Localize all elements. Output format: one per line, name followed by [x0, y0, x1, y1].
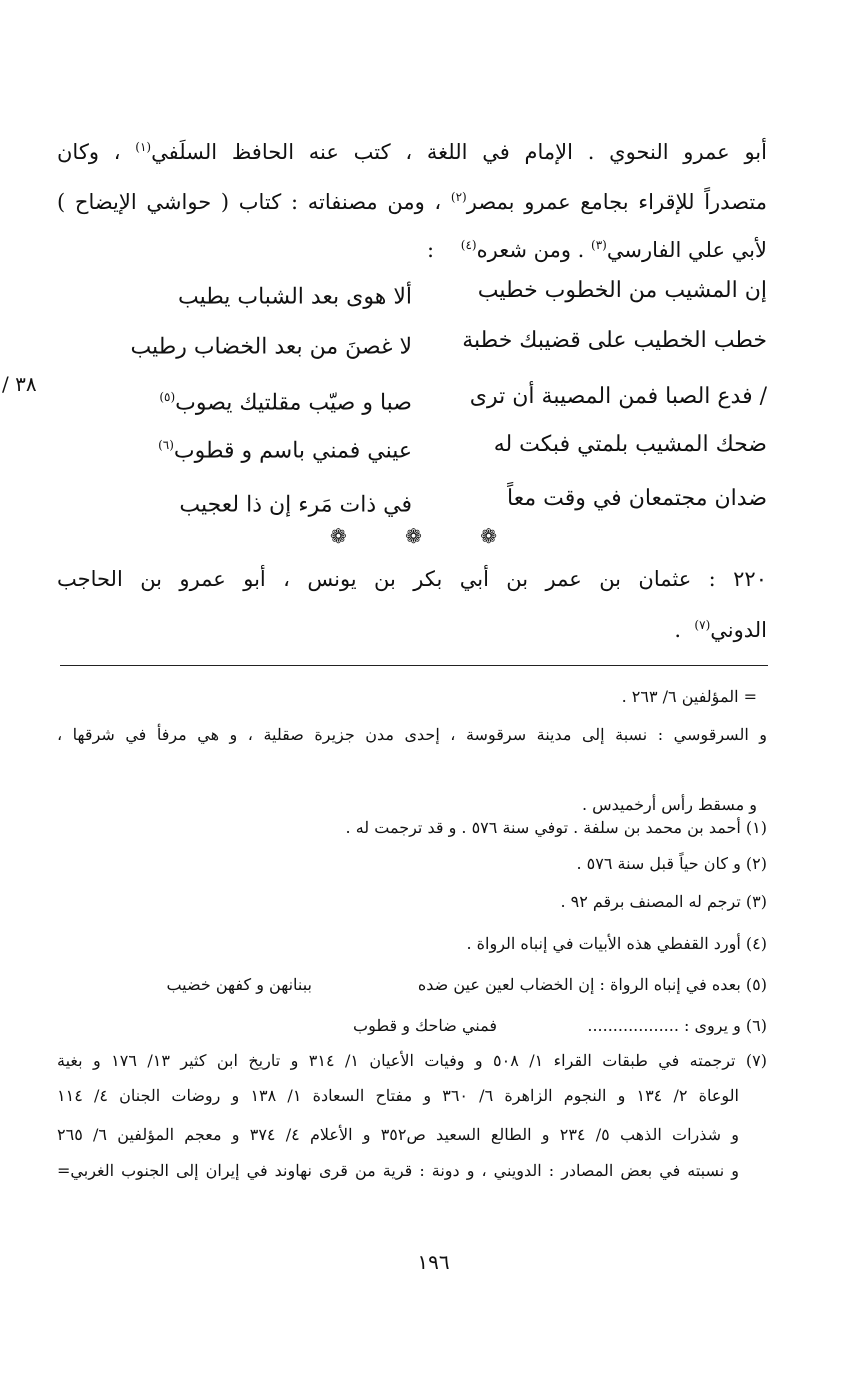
footnote-7-line-1: (٧) ترجمته في طبقات القراء ١/ ٥٠٨ و وفيات الأعيان ١/ ٣١٤ و تاريخ ابن كثير ١٣/ ١٧٦ و بغية [57, 1051, 768, 1070]
page-number: ١٩٦ [417, 1250, 450, 1274]
margin-page-reference: ٣٨ / [2, 372, 37, 396]
verse-3-second-hemistich [87, 380, 412, 420]
footnote-7-line-4: و نسبته في بعض المصادر : الدويني ، و دونة : قرية من قرى نهاوند في إيران إلى الجنوب الغربي= [57, 1161, 739, 1180]
footnote-2: (٢) و كان حياً قبل سنة ٥٧٦ . [576, 854, 767, 873]
verse-3-first-hemistich: / فدع الصبا فمن المصيبة أن ترى [469, 384, 767, 409]
footnote-ref-5[interactable]: (٥) [159, 390, 176, 404]
footnote-ref-2[interactable]: (٢) [450, 190, 467, 204]
verse-5-second-text: في ذات مَرء إن ذا لعجيب [179, 492, 412, 518]
body-line-1 [57, 130, 767, 169]
body-line-3-mid: . ومن شعره [476, 238, 585, 262]
verse-5-first-hemistich: ضدان مجتمعان في وقت معاً [507, 486, 767, 511]
body-line-1-text: أبو عمرو النحوي . الإمام في اللغة ، كتب عنه الحافظ السلَفي [151, 140, 767, 164]
footnote-continuation-1: = المؤلفين ٦/ ٢٦٣ . [621, 687, 757, 706]
verse-4-second-text: عيني فمني باسم و قطوب [173, 438, 412, 464]
section-separator: ❁ ❁ ❁ [330, 524, 523, 548]
body-line-3-colon: : [427, 238, 435, 262]
footnote-4: (٤) أورد القفطي هذه الأبيات في إنباه الرواة . [466, 934, 767, 953]
body-line-2-text: متصدراً للإقراء بجامع عمرو بمصر [466, 190, 767, 214]
footnote-6-first: (٦) و يروى : .................. [587, 1016, 767, 1035]
verse-2-first-hemistich: خطب الخطيب على قضيبك خطبة [462, 328, 767, 353]
body-line-1-end: ، وكان [57, 140, 121, 164]
verse-1-second-hemistich [87, 274, 412, 314]
entry-name: الدوني [710, 618, 767, 642]
footnote-continuation-2: و السرقوسي : نسبة إلى مدينة سرقوسة ، إحدى مدن جزيرة صقلية ، و هي مرفأ في شرقها ، [57, 725, 767, 744]
footnote-3: (٣) ترجم له المصنف برقم ٩٢ . [560, 892, 767, 911]
footnote-7-line-3: و شذرات الذهب ٥/ ٢٣٤ و الطالع السعيد ص٣٥٢ و الأعلام ٤/ ٣٧٤ و معجم المؤلفين ٦/ ٢٦٥ [57, 1125, 740, 1144]
footnote-ref-6[interactable]: (٦) [158, 438, 174, 452]
footnote-continuation-3: و مسقط رأس أرخميدس . [581, 795, 757, 814]
verse-4-second-hemistich [87, 428, 412, 468]
entry-title-line-1: ٢٢٠ : عثمان بن عمر بن أبي بكر بن يونس ، أبو عمرو بن الحاجب [57, 567, 767, 591]
verse-2-second-hemistich [87, 324, 412, 364]
footnote-1: (١) أحمد بن محمد بن سلفة . توفي سنة ٥٧٦ . و قد ترجمت له . [345, 818, 767, 837]
body-line-3-text: لأبي علي الفارسي [606, 238, 767, 262]
verse-1-second-text: ألا هوى بعد الشباب يطيب [177, 284, 412, 310]
verse-4-first-hemistich: ضحك المشيب بلمتي فبكت له [493, 432, 767, 457]
footnote-ref-3[interactable]: (٣) [591, 238, 607, 252]
verse-3-second-text: صبا و صيّب مقلتيك يصوب [175, 390, 412, 416]
body-line-2-end: ، ومن مصنفاته : كتاب ( حواشي الإيضاح ) [57, 190, 442, 214]
verse-1-first-hemistich: إن المشيب من الخطوب خطيب [477, 278, 767, 303]
footnote-5-first: (٥) بعده في إنباه الرواة : إن الخضاب لعين عين ضده [417, 975, 767, 994]
body-line-2 [57, 180, 767, 219]
entry-end: . [674, 618, 682, 642]
footnote-7-line-2: الوعاة ٢/ ١٣٤ و النجوم الزاهرة ٦/ ٣٦٠ و مفتاح السعادة ١/ ١٣٨ و روضات الجنان ٤/ ١١٤ [57, 1086, 740, 1105]
footnote-ref-4[interactable]: (٤) [460, 238, 477, 252]
footnote-ref-1[interactable]: (١) [135, 140, 152, 154]
verse-2-second-text: لا غصنَ من بعد الخضاب رطيب [130, 334, 412, 360]
footnote-divider [60, 665, 768, 666]
body-line-3 [57, 228, 767, 267]
verse-5-second-hemistich [87, 482, 412, 522]
entry-title-line-2 [57, 608, 767, 647]
footnote-ref-7[interactable]: (٧) [694, 618, 711, 632]
footnote-6-second: فمني ضاحك و قطوب [353, 1016, 497, 1035]
footnote-5-second: ببنانهن و كفهن خضيب [166, 975, 312, 994]
